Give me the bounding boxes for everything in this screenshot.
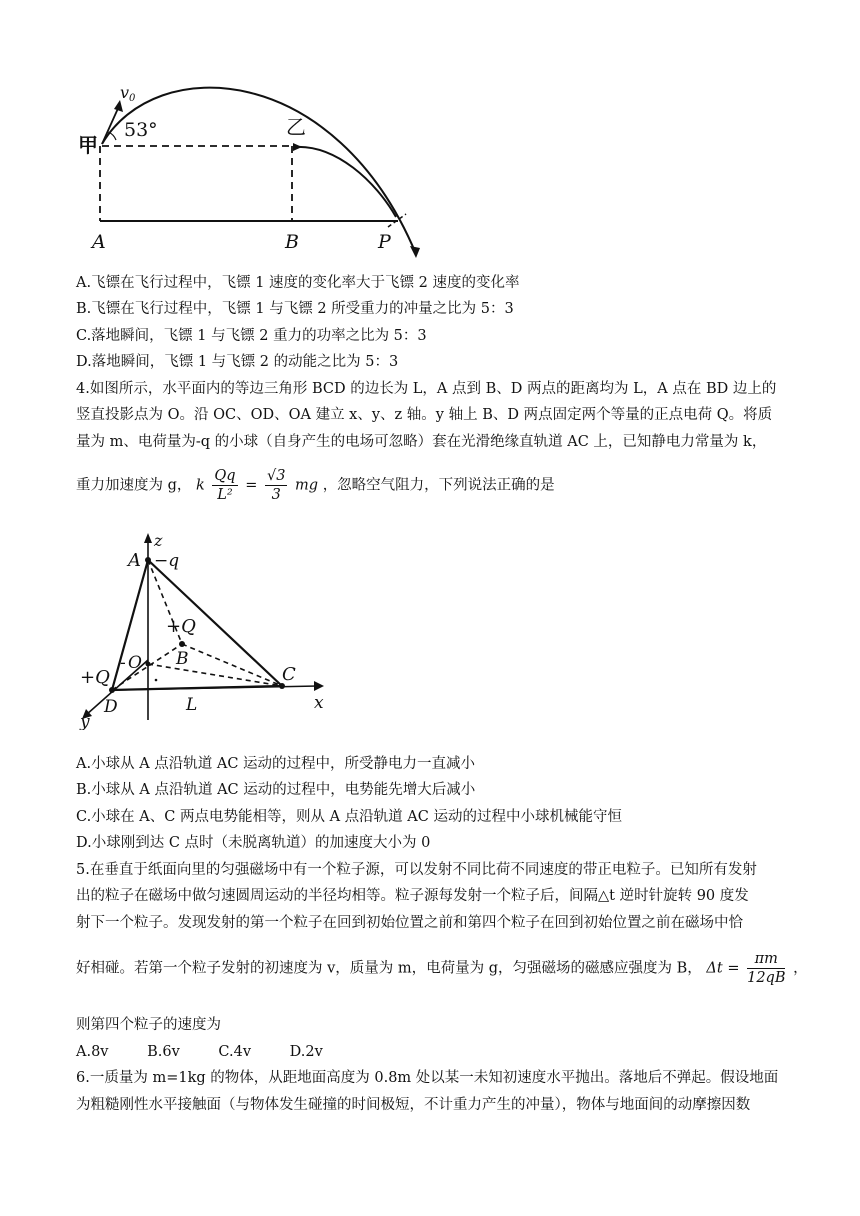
dashed-BC (182, 644, 282, 686)
q5-line-2: 出的粒子在磁场中做匀速圆周运动的半径均相等。粒子源每发射一个粒子后，间隔△t 逆时针旋转 90 度发 (76, 888, 749, 904)
q4-option-d: D.小球刚到达 C 点时（未脱离轨道）的加速度大小为 0 (76, 835, 431, 851)
trajectory-1 (102, 88, 416, 254)
q6-line-1: 6.一质量为 m=1kg 的物体，从距地面高度为 0.8m 处以某一未知初速度水平抛出。落地后不弹起。假设地面 (76, 1070, 779, 1086)
label-A: A (92, 231, 106, 253)
q3-option-c: C.落地瞬间，飞镖 1 与飞镖 2 重力的功率之比为 5：3 (76, 328, 427, 344)
q3-option-d: D.落地瞬间，飞镖 1 与飞镖 2 的动能之比为 5：3 (76, 354, 399, 370)
trajectory-2 (294, 147, 396, 217)
label-yi: 乙 (286, 115, 306, 139)
q5-question: 则第四个粒子的速度为 (76, 1017, 221, 1033)
label-P: P (378, 231, 391, 253)
label-B2: B (176, 649, 189, 669)
q4-line-1: 4.如图所示，水平面内的等边三角形 BCD 的边长为 L，A 点到 B、D 两点的距离均为 L，A 点在 BD 边上的 (76, 381, 777, 397)
label-plus-Q-top: +Q (166, 616, 196, 637)
q5-choice-b: B.6v (147, 1044, 180, 1060)
q5-line-3: 射下一个粒子。发现发射的第一个粒子在回到初始位置之前和第四个粒子在回到初始位置之前在磁场中恰 (76, 915, 743, 931)
label-C: C (282, 664, 296, 685)
q3-option-b: B.飞镖在飞行过程中，飞镖 1 与飞镖 2 所受重力的冲量之比为 5：3 (76, 301, 514, 317)
label-x: x (314, 693, 324, 713)
label-jia: 甲 (78, 133, 98, 157)
label-A2: A (128, 550, 141, 571)
q3-option-a: A.飞镖在飞行过程中，飞镖 1 速度的变化率大于飞镖 2 速度的变化率 (76, 275, 520, 291)
label-O: O (128, 653, 142, 673)
charge-triangle-figure (76, 530, 346, 730)
q6-line-2: 为粗糙刚性水平接触面（与物体发生碰撞的时间极短，不计重力产生的冲量），物体与地面间的动摩擦因数 (76, 1097, 751, 1113)
q4-option-b: B.小球从 A 点沿轨道 AC 运动的过程中，电势能先增大后减小 (76, 782, 476, 798)
q4-option-a: A.小球从 A 点沿轨道 AC 运动的过程中，所受静电力一直减小 (76, 756, 476, 772)
formula-fraction-pim-12qb: $\frac{\pi m}{12qB}$ (747, 951, 786, 986)
label-z: z (154, 531, 163, 550)
formula-k: k (196, 477, 205, 494)
q5-choice-c: C.4v (218, 1044, 252, 1060)
label-minus-O: - (120, 653, 126, 673)
q4-line-2: 竖直投影点为 O。沿 OC、OD、OA 建立 x、y、z 轴。y 轴上 B、D 两点固定两个等量的正点电荷 Q。将质 (76, 407, 773, 423)
label-plus-Q-left: +Q (80, 667, 110, 688)
label-minus-q: −q (154, 551, 180, 571)
q5-line-1: 5.在垂直于纸面向里的匀强磁场中有一个粒子源，可以发射不同比荷不同速度的带正电粒子。已知所有发射 (76, 862, 757, 878)
q5-formula-line: 好相碰。若第一个粒子发射的初速度为 v，质量为 m，电荷量为 g，匀强磁场的磁感应强度为 B， Δt = $\frac{\pi m}{12qB}$ ， (76, 951, 808, 986)
label-L: L (186, 695, 198, 715)
q5-choice-a: A.8v (76, 1044, 109, 1060)
q5-choice-d: D.2v (289, 1044, 323, 1060)
label-D: D (104, 697, 118, 717)
label-y: y (80, 712, 90, 730)
label-B: B (285, 231, 299, 253)
label-v0: v0 (120, 83, 136, 104)
q4-line-3: 量为 m、电荷量为-q 的小球（自身产生的电场可忽略）套在光滑绝缘直轨道 AC 上，已知静电力常量为 k， (76, 434, 767, 450)
edge-DC (112, 686, 282, 690)
label-angle: 53° (124, 119, 158, 141)
formula-fraction-sqrt3: $\frac{√3}{3}$ (266, 468, 286, 503)
q5-choices (76, 1042, 796, 1062)
formula-fraction-qq-l2: $\frac{Qq}{\text{L²}}$ (214, 468, 236, 503)
projectile-figure (76, 82, 436, 262)
q4-formula-line: 重力加速度为 g， k $\frac{Qq}{\text{L²}}$ = $\frac{√3}{3}$ mg ，忽略空气阻力，下列说法正确的是 (76, 468, 555, 503)
q4-option-c: C.小球在 A、C 两点电势能相等，则从 A 点沿轨道 AC 运动的过程中小球机械能守恒 (76, 809, 622, 825)
